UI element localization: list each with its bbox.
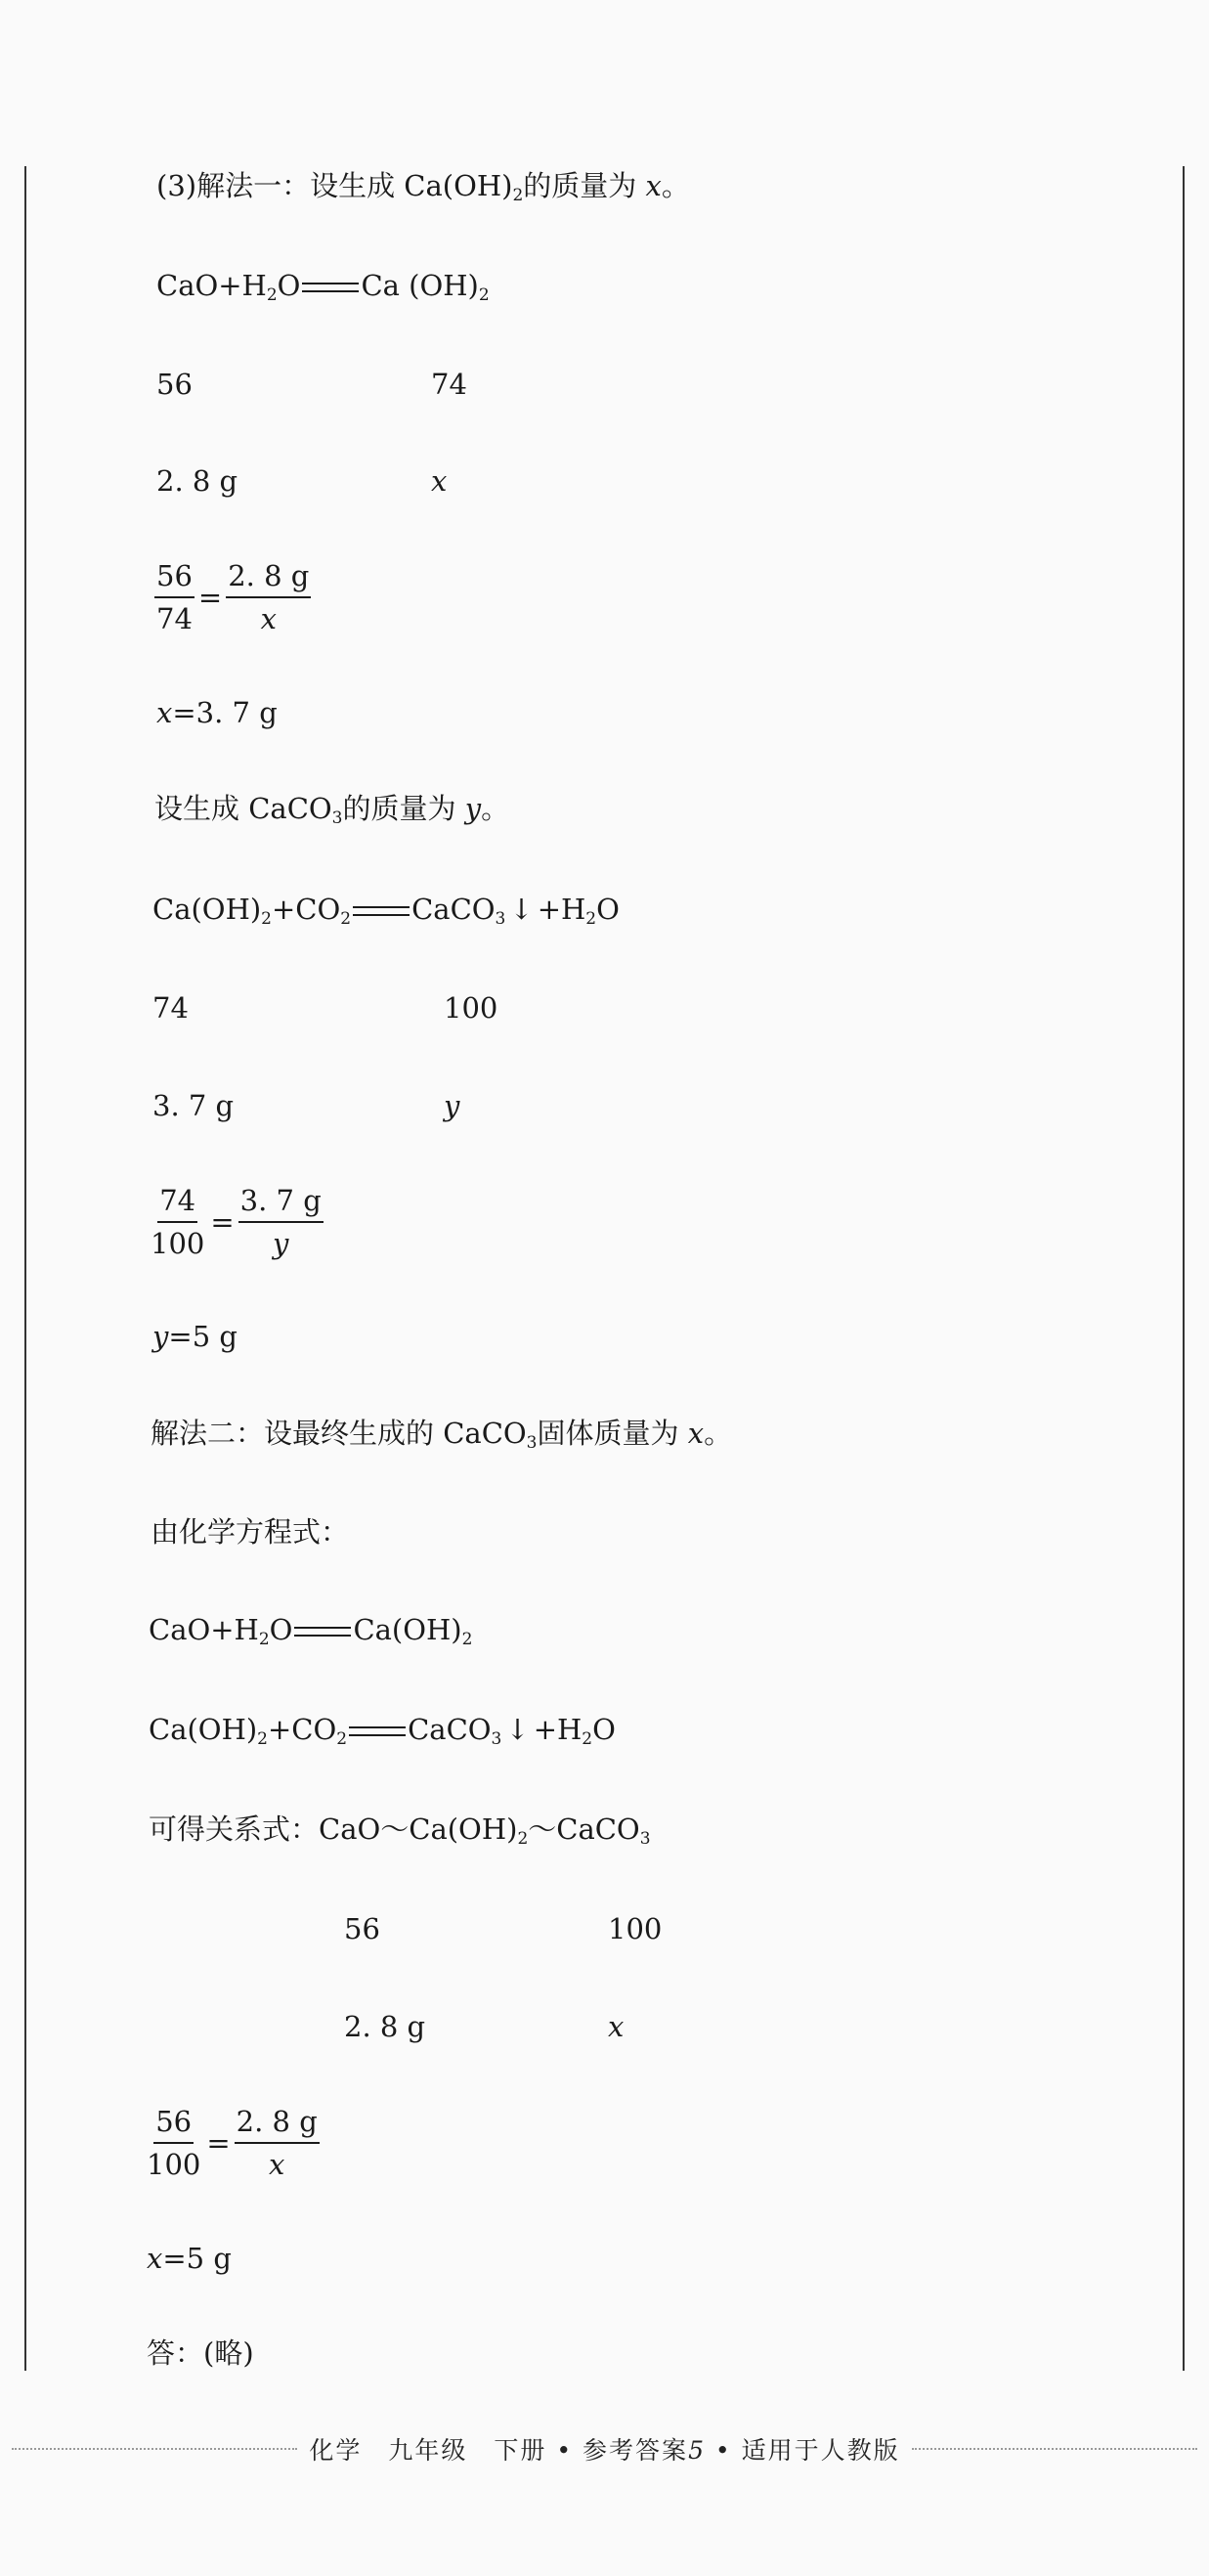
given-mass-cao: 2. 8 g: [156, 464, 238, 498]
molar-mass-caco3: 100: [444, 991, 498, 1025]
relation-given-mass: 2. 8 g: [344, 2010, 426, 2043]
set-y-caco3: 设生成 CaCO$_3$的质量为 y。: [154, 792, 510, 828]
proportion-3: $\frac{56}{100}$ = $\frac{2. 8 g}{x}$: [147, 2105, 318, 2181]
result-y: y=5 g: [152, 1320, 237, 1353]
proportion-1: $\frac{56}{74}$ = $\frac{2. 8 g}{x}$: [156, 559, 310, 635]
mass-caoh2: 3. 7 g: [152, 1089, 235, 1122]
double-equals-sign: [349, 1726, 406, 1736]
solution-one-intro: (3)解法一：设生成 $Ca(OH)_2$的质量为 x。: [156, 169, 690, 205]
from-equations: 由化学方程式：: [151, 1515, 350, 1549]
footer-dotted-left: [12, 2448, 297, 2450]
footer-dotted-right: [912, 2448, 1197, 2450]
molar-mass-caoh2-b: 74: [152, 991, 189, 1025]
double-equals-sign: [302, 283, 359, 292]
equation-cao-water-2: $CaO+H_2O$ $Ca(OH)_2$: [149, 1613, 473, 1649]
right-margin-rule: [1183, 166, 1185, 2371]
double-equals-sign: [294, 1627, 351, 1637]
equation-caoh2-co2: $Ca(OH)_2+CO_2$ CaCO$_3$ ↓ $+H_2O$: [152, 893, 620, 929]
molar-mass-caoh2: 74: [431, 368, 467, 401]
footer-label: 化学 九年级 下册 • 参考答案5 • 适用于人教版: [309, 2436, 900, 2465]
relation-unknown-x: x: [608, 2010, 625, 2043]
result-x-2: x=5 g: [147, 2242, 232, 2275]
proportion-2: $\frac{74}{100}$ = $\frac{3. 7 g}{y}$: [151, 1184, 322, 1260]
relation-mass-cao: 56: [344, 1912, 380, 1945]
equation-cao-water: $CaO+H_2O$ Ca $(OH)_2$: [156, 269, 490, 305]
relation-chain: 可得关系式：$CaO\sim Ca(OH)_2\sim CaCO_3$: [149, 1812, 651, 1849]
relation-mass-caco3: 100: [608, 1912, 663, 1945]
double-equals-sign: [353, 906, 410, 916]
precipitate-arrow-icon: ↓: [505, 1713, 530, 1746]
equation-caoh2-co2-2: $Ca(OH)_2+CO_2$ CaCO$_3$ ↓ $+H_2O$: [149, 1713, 616, 1749]
unknown-x: x: [431, 464, 448, 498]
page-number: 5: [688, 2436, 706, 2465]
page-footer: [0, 2431, 1209, 2467]
molar-mass-cao: 56: [156, 368, 193, 401]
unknown-y: y: [444, 1089, 460, 1122]
answer-omitted: 答：(略): [147, 2336, 254, 2370]
precipitate-arrow-icon: ↓: [509, 893, 534, 926]
solution-two-intro: 解法二：设最终生成的 CaCO$_3$固体质量为 x。: [151, 1417, 733, 1453]
left-margin-rule: [24, 166, 26, 2371]
result-x-1: x=3. 7 g: [156, 696, 278, 729]
